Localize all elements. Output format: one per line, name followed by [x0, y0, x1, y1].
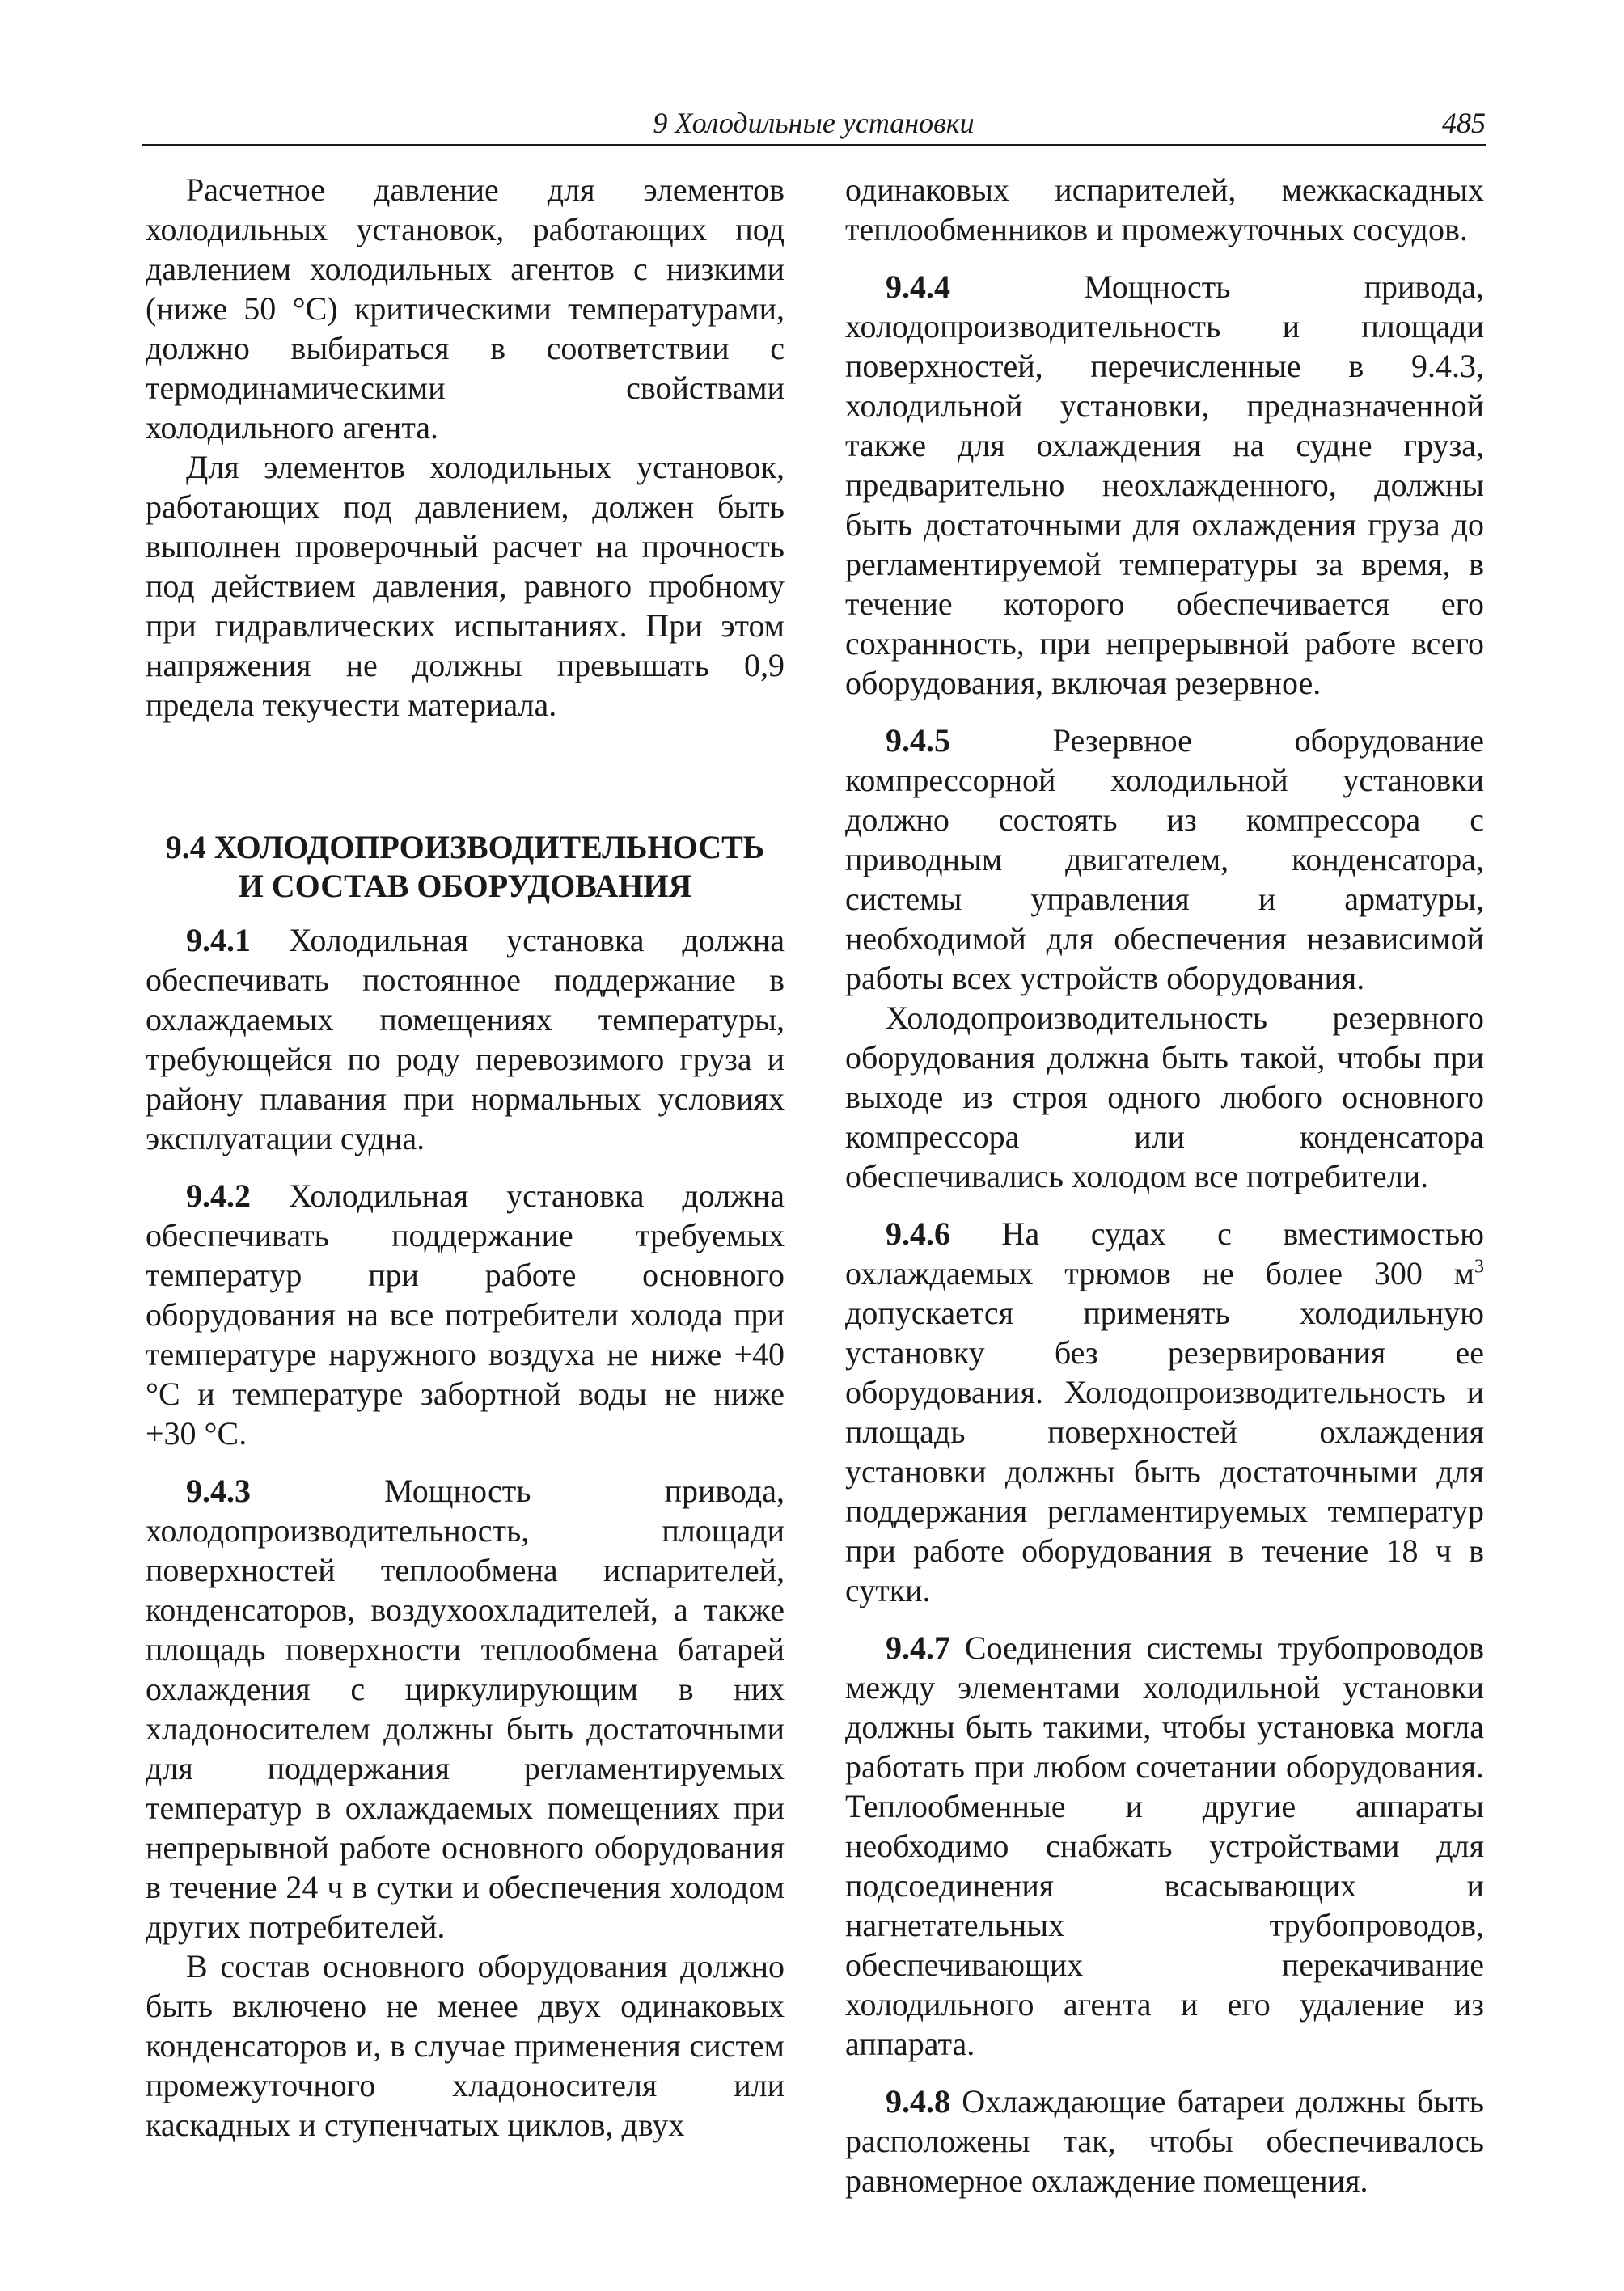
- clause-text: Холодильная установка должна обеспечивать поддержание требуемых температур при работе основного оборудования на все потребители холода при температуре наружного воздуха не ниже +40 °С и температуре забортной воды не ниже +30 °С.: [146, 1177, 785, 1452]
- clause-text: Соединения системы трубопроводов между элементами холодильной установки должны быть такими, чтобы установка могла работать при любом сочетании оборудования. Теплообменные и другие аппараты необходимо снабжать устройствами для подсоединения всасывающих и нагнетательных трубопроводов, обеспечивающих перекачивание холодильного агента и его удаление из аппарата.: [845, 1629, 1484, 2062]
- clause-9-4-2: [146, 1176, 785, 1453]
- clause-number: 9.4.5: [886, 722, 950, 759]
- running-header: [142, 104, 1486, 146]
- paragraph-continued: одинаковых испарителей, межкаскадных теплообменников и промежуточных сосудов.: [845, 171, 1484, 247]
- clause-number: 9.4.2: [186, 1177, 251, 1214]
- clause-number: 9.4.3: [186, 1473, 251, 1509]
- clause-9-4-4: [845, 267, 1484, 703]
- right-column: [845, 170, 1484, 2200]
- clause-text: Холодильная установка должна обеспечивать постоянное поддержание в охлаждаемых помещениях температуры, требующейся по роду перевозимого груза и району плавания при нормальных условиях эксплуатации судна.: [146, 922, 785, 1156]
- clause-number: 9.4.6: [886, 1215, 950, 1252]
- clause-number: 9.4.7: [886, 1629, 950, 1666]
- paragraph-strength-check: Для элементов холодильных установок, работающих под давлением, должен быть выполнен проверочный расчет на прочность под действием давления, равного пробному при гидравлических испытаниях. При этом напряжения не должны превышать 0,9 предела текучести материала.: [146, 449, 785, 723]
- clause-number: 9.4.4: [886, 268, 950, 305]
- clause-text: Мощность привода, холодопроизводительность, площади поверхностей теплообмена испарителей, конденсаторов, воздухоохладителей, а также площадь поверхности теплообмена батарей охлаждения с циркулирующим в них хладоносителем должны быть достаточными для поддержания регламентируемых температур в охлаждаемых помещениях при непрерывной работе основного оборудования в течение 24 ч в сутки и обеспечения холодом других потребителей.: [146, 1473, 785, 1945]
- page-number: 485: [1442, 107, 1486, 139]
- clause-text-part-2: допускается применять холодильную установку без резервирования ее оборудования. Холодопроизводительность и площадь поверхностей охлаждения установки должны быть достаточными для поддержания регламентируемых температур при работе оборудования в течение 18 ч в сутки.: [845, 1295, 1484, 1608]
- superscript-cubic: 3: [1474, 1256, 1484, 1278]
- clause-text: Мощность привода, холодопроизводительность и площади поверхностей, перечисленные в 9.4.3, холодильной установки, предназначенной также для охлаждения на судне груза, предварительно неохлажденного, должны быть достаточными для охлаждения груза до регламентируемой температуры за время, в течение которого обеспечивается его сохранность, при непрерывной работе всего оборудования, включая резервное.: [845, 268, 1484, 701]
- clause-9-4-1: [146, 920, 785, 1158]
- clause-9-4-5: [845, 721, 1484, 998]
- section-heading-9-4: [146, 828, 785, 906]
- clause-9-4-7: [845, 1628, 1484, 2064]
- clause-9-4-3: [146, 1471, 785, 1947]
- clause-number: 9.4.8: [886, 2083, 950, 2120]
- clause-9-4-6: [845, 1214, 1484, 1610]
- paragraph-design-pressure: Расчетное давление для элементов холодильных установок, работающих под давлением холодильных агентов с низкими (ниже 50 °С) критическими температурами, должно выбираться в соответствии с термодинамическими свойствами холодильного агента.: [146, 171, 785, 446]
- paragraph-reserve-capacity: Холодопроизводительность резервного оборудования должна быть такой, чтобы при выходе из строя одного любого основного компрессора или конденсатора обеспечивались холодом все потребители.: [845, 1000, 1484, 1194]
- section-heading-line-1: 9.4 ХОЛОДОПРОИЗВОДИТЕЛЬНОСТЬ: [165, 829, 765, 865]
- clause-9-4-8: [845, 2082, 1484, 2200]
- running-title: 9 Холодильные установки: [653, 107, 975, 139]
- clause-text: Резервное оборудование компрессорной холодильной установки должно состоять из компрессора с приводным двигателем, конденсатора, системы управления и арматуры, необходимой для обеспечения независимой работы всех устройств оборудования.: [845, 722, 1484, 996]
- clause-number: 9.4.1: [186, 922, 251, 958]
- clause-text: Охлаждающие батареи должны быть расположены так, чтобы обеспечивалось равномерное охлаждение помещения.: [845, 2083, 1484, 2199]
- paragraph-equipment-composition: В состав основного оборудования должно быть включено не менее двух одинаковых конденсаторов и, в случае применения систем промежуточного хладоносителя или каскадных и ступенчатых циклов, двух: [146, 1948, 785, 2143]
- left-column: [146, 170, 785, 2145]
- clause-text-part-1: На судах с вместимостью охлаждаемых трюмов не более 300 м: [845, 1215, 1484, 1291]
- section-heading-line-2: И СОСТАВ ОБОРУДОВАНИЯ: [238, 868, 692, 904]
